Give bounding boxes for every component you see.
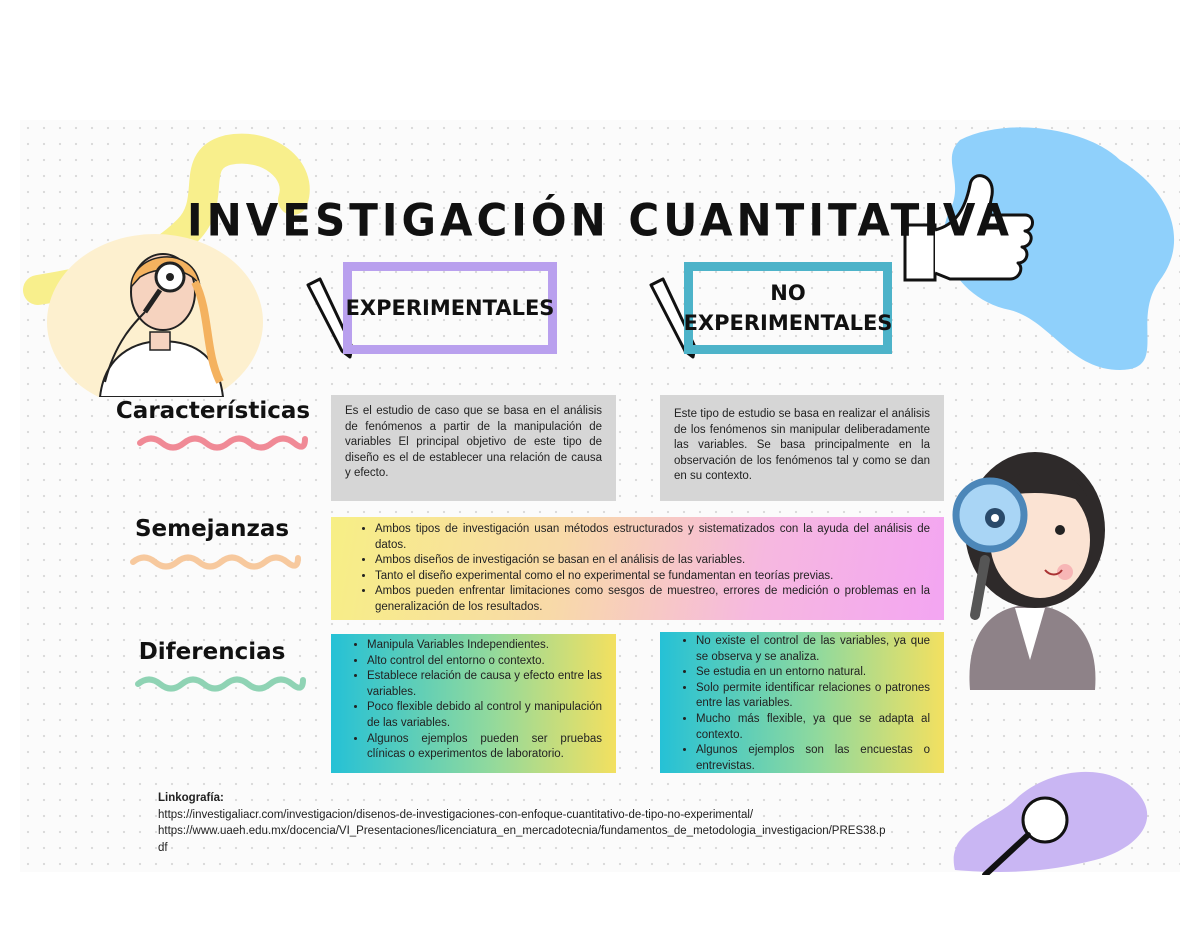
diferencias-experimental-box	[331, 634, 616, 773]
page-title: INVESTIGACIÓN CUANTITATIVA	[186, 194, 1014, 247]
experimentales-label: EXPERIMENTALES	[345, 296, 555, 320]
no-experimentales-label-line2: EXPERIMENTALES	[683, 311, 893, 335]
diferencias-no-experimental-box	[660, 632, 944, 773]
no-experimentales-label-line1: NO	[770, 281, 806, 305]
reference-link: https://investigaliacr.com/investigacion/disenos-de-investigaciones-con-enfoque-cuantitativo-de-tipo-no-experimental/	[158, 808, 754, 821]
diferencias-label: Diferencias	[138, 639, 286, 665]
no-experimentales-heading-box	[684, 262, 892, 354]
semejanzas-label: Semejanzas	[134, 516, 290, 542]
caracteristicas-no-experimental-box	[660, 395, 944, 501]
list-item: • Tanto el diseño experimental como el no experimental se fundamentan en teorías previas.	[375, 569, 930, 585]
list-item: • Solo permite identificar relaciones o patrones entre las variables.	[696, 681, 930, 712]
peach-wave-decoration	[128, 553, 303, 571]
microphone-icon	[970, 790, 1080, 875]
experimentales-heading-box	[343, 262, 557, 354]
caracteristicas-experimental-text: Es el estudio de caso que se basa en el análisis de fenómenos a partir de la manipulación de variables El principal objetivo de este tipo de diseño es el de establecer una relación de causa y efecto.	[345, 405, 602, 480]
linkografia-heading: Linkografía:	[158, 792, 224, 804]
caracteristicas-experimental-box	[331, 395, 616, 501]
person-magnifier-illustration	[45, 232, 265, 397]
diferencias-experimental-list	[341, 638, 602, 763]
semejanzas-list	[349, 522, 930, 616]
list-item: • Alto control del entorno o contexto.	[367, 654, 602, 670]
list-item: • Ambos diseños de investigación se basan en el análisis de las variables.	[375, 553, 930, 569]
list-item: • Ambos tipos de investigación usan métodos estructurados y sistematizados con la ayuda del análisis de datos.	[375, 522, 930, 553]
diferencias-no-experimental-list	[670, 634, 930, 774]
caracteristicas-label: Características	[115, 398, 311, 424]
list-item: • No existe el control de las variables, ya que se observa y se analiza.	[696, 634, 930, 665]
list-item: • Algunos ejemplos son las encuestas o entrevistas.	[696, 743, 930, 774]
list-item: • Establece relación de causa y efecto entre las variables.	[367, 669, 602, 700]
pink-wave-decoration	[135, 434, 310, 452]
girl-magnifier-illustration	[940, 430, 1120, 690]
semejanzas-box	[331, 517, 944, 620]
linkografia	[158, 790, 886, 856]
list-item: • Mucho más flexible, ya que se adapta al contexto.	[696, 712, 930, 743]
list-item: • Se estudia en un entorno natural.	[696, 665, 930, 681]
green-wave-decoration	[133, 675, 308, 693]
list-item: • Ambos pueden enfrentar limitaciones como sesgos de muestreo, errores de medición o problemas en la generalización de los resultados.	[375, 584, 930, 615]
list-item: • Manipula Variables Independientes.	[367, 638, 602, 654]
caracteristicas-no-experimental-text: Este tipo de estudio se basa en realizar el análisis de los fenómenos sin manipular deliberadamente las variables. Se basa principalmente en la observación de los fenómenos tal y como se dan en su contexto.	[674, 408, 930, 483]
reference-link-continuation: df	[158, 841, 168, 854]
reference-link: https://www.uaeh.edu.mx/docencia/VI_Presentaciones/licenciatura_en_mercadotecnia/fundamentos_de_metodologia_investigacion/PRES38.p	[158, 825, 886, 837]
list-item: • Algunos ejemplos pueden ser pruebas clínicas o experimentos de laboratorio.	[367, 732, 602, 763]
list-item: • Poco flexible debido al control y manipulación de las variables.	[367, 700, 602, 731]
